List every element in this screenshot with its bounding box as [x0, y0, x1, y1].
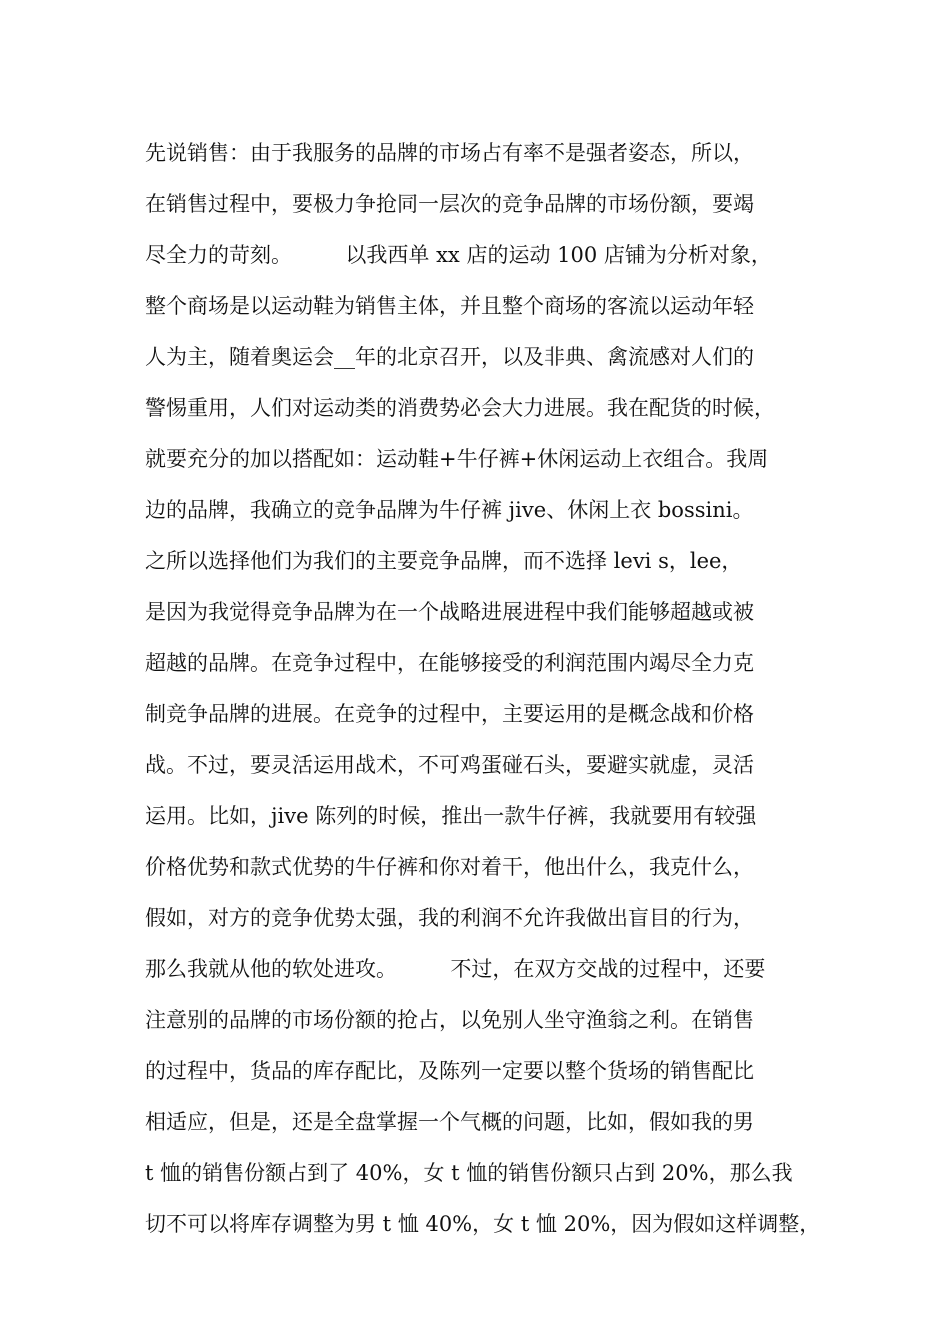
text-line: 切不可以将库存调整为男 t 恤 40%，女 t 恤 20%，因为假如这样调整，	[145, 1212, 821, 1236]
text-line: 战。不过，要灵活运用战术，不可鸡蛋碰石头，要避实就虚，灵活	[145, 753, 754, 777]
text-line: 相适应，但是，还是全盘掌握一个气概的问题，比如，假如我的男	[145, 1110, 754, 1134]
text-line: 人为主，随着奥运会__年的北京召开，以及非典、禽流感对人们的	[145, 345, 754, 369]
text-line: 的过程中，货品的库存配比，及陈列一定要以整个货场的销售配比	[145, 1059, 754, 1083]
text-line: 先说销售：由于我服务的品牌的市场占有率不是强者姿态，所以，	[145, 141, 754, 165]
body-text	[145, 128, 835, 1250]
text-line: 尽全力的苛刻。 以我西单 xx 店的运动 100 店铺为分析对象，	[145, 243, 772, 267]
text-line: t 恤的销售份额占到了 40%，女 t 恤的销售份额只占到 20%，那么我	[145, 1161, 793, 1185]
text-line: 注意别的品牌的市场份额的抢占，以免别人坐守渔翁之利。在销售	[145, 1008, 754, 1032]
text-line: 价格优势和款式优势的牛仔裤和你对着干，他出什么，我克什么，	[145, 855, 754, 879]
text-line: 边的品牌，我确立的竞争品牌为牛仔裤 jive、休闲上衣 bossini。	[145, 498, 754, 522]
text-line: 警惕重用，人们对运动类的消费势必会大力进展。我在配货的时候，	[145, 396, 775, 420]
text-line: 假如，对方的竞争优势太强，我的利润不允许我做出盲目的行为，	[145, 906, 754, 930]
text-line: 那么我就从他的软处进攻。 不过，在双方交战的过程中，还要	[145, 957, 766, 981]
text-line: 制竞争品牌的进展。在竞争的过程中，主要运用的是概念战和价格	[145, 702, 754, 726]
text-line: 之所以选择他们为我们的主要竞争品牌，而不选择 levi s，lee，	[145, 549, 743, 573]
text-line: 是因为我觉得竞争品牌为在一个战略进展进程中我们能够超越或被	[145, 600, 754, 624]
text-line: 运用。比如，jive 陈列的时候，推出一款牛仔裤，我就要用有较强	[145, 804, 757, 828]
text-line: 就要充分的加以搭配如：运动鞋+牛仔裤+休闲运动上衣组合。我周	[145, 447, 769, 471]
text-line: 整个商场是以运动鞋为销售主体，并且整个商场的客流以运动年轻	[145, 294, 754, 318]
text-line: 超越的品牌。在竞争过程中，在能够接受的利润范围内竭尽全力克	[145, 651, 754, 675]
text-line: 在销售过程中，要极力争抢同一层次的竞争品牌的市场份额，要竭	[145, 192, 754, 216]
